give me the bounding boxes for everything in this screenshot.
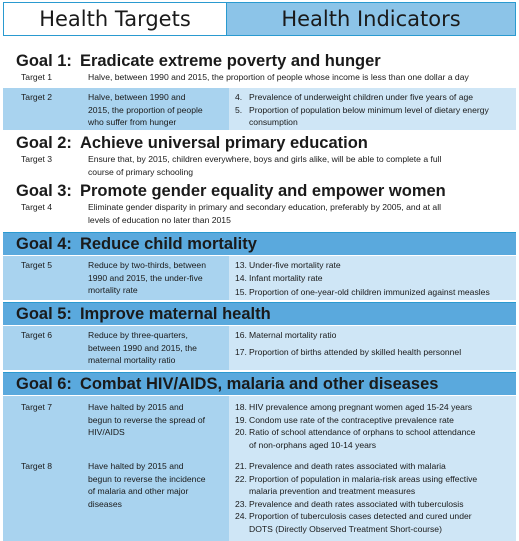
table-header xyxy=(3,2,516,36)
indicator-item: 16. Maternal mortality ratio xyxy=(235,330,337,340)
target-label: Target 3 xyxy=(21,154,53,164)
target-description: Have halted by 2015 and begun to reverse the spread of HIV/AIDS xyxy=(88,402,206,437)
target-text-line: Halve, between 1990 and xyxy=(88,92,186,102)
target-description: Ensure that, by 2015, children everywhere, boys and girls alike, will be able to complete a full course of primary schooling xyxy=(88,154,442,177)
goal-title: Reduce child mortality xyxy=(79,235,257,253)
health-targets-heading: Health Targets xyxy=(4,3,227,35)
goal-number: Goal 2: xyxy=(16,134,72,152)
target-label: Target 4 xyxy=(21,202,53,212)
target-label: Target 8 xyxy=(21,461,53,471)
indicators-panel xyxy=(229,326,516,370)
indicator-item: 17. Proportion of births attended by skilled health personnel xyxy=(235,346,462,357)
target-label: Target 1 xyxy=(21,72,53,82)
target-label: Target 2 xyxy=(21,92,53,102)
goal-number: Goal 4: xyxy=(16,235,72,253)
indicator-item: 20. Ratio of school attendance of orphans to school attendance of non-orphans aged 10-14 years xyxy=(235,427,476,450)
health-indicators-heading: Health Indicators xyxy=(227,3,515,35)
indicator-item: 14. Infant mortality rate xyxy=(235,272,323,283)
goal-title: Promote gender equality and empower women xyxy=(79,182,446,200)
goal-2-heading xyxy=(3,134,516,153)
indicator-item: 22. Proportion of population in malaria-risk areas using effective malaria prevention and treatment measures xyxy=(235,473,478,496)
goal-title: Improve maternal health xyxy=(79,305,271,323)
indicator-item: 13. Under-five mortality rate xyxy=(235,260,341,270)
target-description: Have halted by 2015 and begun to reverse the incidence of malaria and other major diseases xyxy=(88,461,206,509)
target-2-row xyxy=(3,88,516,130)
target-4-row xyxy=(3,201,516,227)
target-text-line: 2015, the proportion of people xyxy=(88,104,203,115)
target-description xyxy=(88,91,228,129)
indicator-item: 5. Proportion of population below minimum level of dietary energy consumption xyxy=(235,104,489,127)
target-label: Target 7 xyxy=(21,402,53,412)
goal-title: Eradicate extreme poverty and hunger xyxy=(79,52,381,70)
goal-title: Achieve universal primary education xyxy=(79,134,368,152)
target-description: Reduce by three-quarters, between 1990 and 2015, the maternal mortality ratio xyxy=(88,330,197,365)
target-text-line: who suffer from hunger xyxy=(88,117,177,127)
goal-number: Goal 3: xyxy=(16,182,72,200)
goal-title: Combat HIV/AIDS, malaria and other diseases xyxy=(79,375,439,393)
indicator-item: 24. Proportion of tuberculosis cases detected and cured under DOTS (Directly Observed Treatment Short-course) xyxy=(235,511,472,534)
target-label: Target 6 xyxy=(21,330,53,340)
goal-4-heading xyxy=(3,233,516,255)
goal-3-heading xyxy=(3,182,516,201)
target-8-indicators xyxy=(235,460,506,535)
indicator-item: 21. Prevalence and death rates associated with malaria xyxy=(235,461,446,471)
target-label: Target 5 xyxy=(21,260,53,270)
indicator-item: 19. Condom use rate of the contraceptive prevalence rate xyxy=(235,414,454,425)
target-description: Halve, between 1990 and 2015, the proportion of people whose income is less than one dollar a day xyxy=(88,72,469,82)
goal-number: Goal 1: xyxy=(16,52,72,70)
target-7-indicators xyxy=(235,401,506,451)
indicator-item: 4. Prevalence of underweight children under five years of age xyxy=(235,92,474,102)
goal-1-heading xyxy=(3,52,516,71)
indicator-item: 15. Proportion of one-year-old children immunized against measles xyxy=(235,287,490,297)
mdg-health-table xyxy=(0,2,519,541)
target-5-row xyxy=(3,256,516,300)
indicators-panel xyxy=(229,256,516,300)
goal-5-heading xyxy=(3,303,516,325)
goal-number: Goal 5: xyxy=(16,305,72,323)
goal-number: Goal 6: xyxy=(16,375,72,393)
target-6-row xyxy=(3,326,516,370)
target-1-row xyxy=(3,71,516,85)
indicator-item: 23. Prevalence and death rates associated with tuberculosis xyxy=(235,498,464,509)
target-3-row xyxy=(3,153,516,179)
target-description: Eliminate gender disparity in primary and secondary education, preferably by 2005, and at all levels of education no later than 2015 xyxy=(88,202,442,225)
indicator-item: 18. HIV prevalence among pregnant women aged 15-24 years xyxy=(235,402,473,412)
goal-6-heading xyxy=(3,373,516,395)
goal-6-targets xyxy=(3,396,516,541)
target-description: Reduce by two-thirds, between 1990 and 2015, the under-five mortality rate xyxy=(88,260,206,295)
indicators-panel xyxy=(229,88,516,130)
